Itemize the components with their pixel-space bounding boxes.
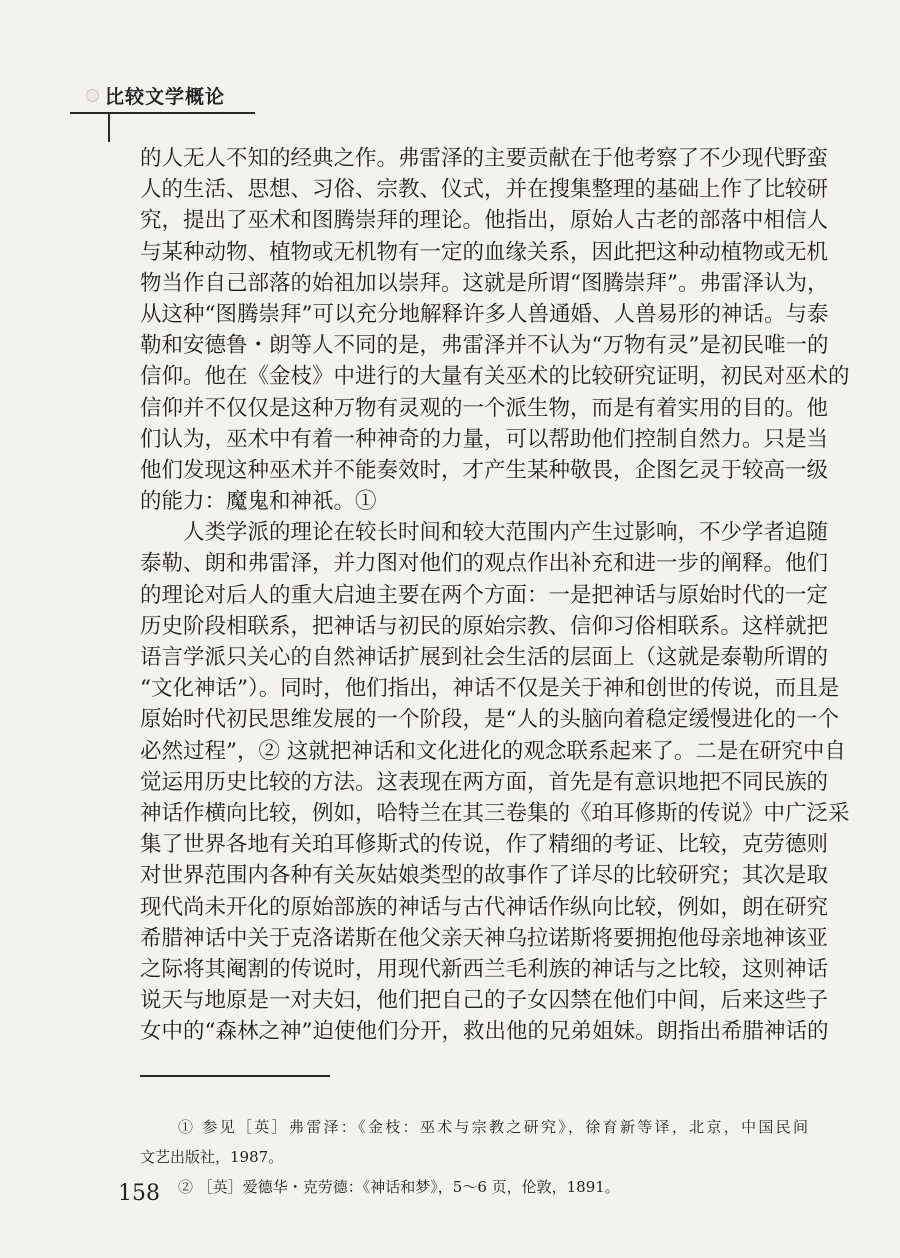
body-line: 勒和安德鲁・朗等人不同的是，弗雷泽并不认为“万物有灵”是初民唯一的 bbox=[140, 333, 829, 359]
running-header bbox=[86, 82, 225, 108]
body-line: 必然过程”，② 这就把神话和文化进化的观念联系起来了。二是在研究中自 bbox=[140, 738, 846, 764]
body-line: 女中的“森林之神”迫使他们分开，救出他的兄弟姐妹。朗指出希腊神话的 bbox=[140, 1019, 829, 1045]
header-dot-icon bbox=[86, 89, 99, 102]
body-line: 究，提出了巫术和图腾崇拜的理论。他指出，原始人古老的部落中相信人 bbox=[140, 208, 829, 234]
body-line: 他们发现这种巫术并不能奏效时，才产生某种敬畏，企图乞灵于较高一级 bbox=[140, 457, 829, 483]
body-line: 泰勒、朗和弗雷泽，并力图对他们的观点作出补充和进一步的阐释。他们 bbox=[140, 551, 829, 577]
body-line: 与某种动物、植物或无机物有一定的血缘关系，因此把这种动植物或无机 bbox=[140, 239, 829, 265]
footnote-1: ① 参见［英］弗雷泽：《金枝：巫术与宗教之研究》，徐育新等译，北京，中国民间 bbox=[178, 1118, 808, 1136]
body-line: 语言学派只关心的自然神话扩展到社会生活的层面上（这就是泰勒所谓的 bbox=[140, 645, 829, 670]
body-line: 人的生活、思想、习俗、宗教、仪式，并在搜集整理的基础上作了比较研 bbox=[140, 177, 829, 203]
page-number: 158 bbox=[118, 1181, 160, 1206]
body-line: 现代尚未开化的原始部族的神话与古代神话作纵向比较，例如，朗在研究 bbox=[140, 894, 829, 920]
body-line: 希腊神话中关于克洛诺斯在他父亲天神乌拉诺斯将要拥抱他母亲地神该亚 bbox=[140, 925, 829, 951]
body-line: 神话作横向比较，例如，哈特兰在其三卷集的《珀耳修斯的传说》中广泛采 bbox=[140, 800, 850, 826]
body-line: 觉运用历史比较的方法。这表现在两方面，首先是有意识地把不同民族的 bbox=[140, 769, 829, 795]
footnote-1-continued: 文艺出版社，1987。 bbox=[140, 1148, 284, 1166]
body-line: 的能力：魔鬼和神祇。① bbox=[140, 489, 377, 515]
body-line: 们认为，巫术中有着一种神奇的力量，可以帮助他们控制自然力。只是当 bbox=[140, 426, 829, 452]
body-line: 说天与地原是一对夫妇，他们把自己的子女囚禁在他们中间，后来这些子 bbox=[140, 988, 829, 1014]
body-line: 之际将其阉割的传说时，用现代新西兰毛利族的神话与之比较，这则神话 bbox=[140, 956, 829, 982]
body-line: 原始时代初民思维发展的一个阶段，是“人的头脑向着稳定缓慢进化的一个 bbox=[140, 707, 839, 733]
body-line: 人类学派的理论在较长时间和较大范围内产生过影响，不少学者追随 bbox=[183, 520, 829, 546]
body-line: 信仰。他在《金枝》中进行的大量有关巫术的比较研究证明，初民对巫术的 bbox=[140, 364, 850, 390]
header-rule-horizontal bbox=[70, 112, 255, 114]
body-line: 的人无人不知的经典之作。弗雷泽的主要贡献在于他考察了不少现代野蛮 bbox=[140, 146, 829, 171]
body-line: 物当作自己部落的始祖加以崇拜。这就是所谓“图腾崇拜”。弗雷泽认为， bbox=[140, 270, 829, 296]
footnote-2: ② ［英］爱德华・克劳德：《神话和梦》，5～6 页，伦敦，1891。 bbox=[178, 1178, 620, 1196]
body-line: 的理论对后人的重大启迪主要在两个方面：一是把神话与原始时代的一定 bbox=[140, 582, 829, 608]
footnote-rule bbox=[140, 1075, 330, 1077]
header-title: 比较文学概论 bbox=[105, 85, 226, 108]
body-line: 集了世界各地有关珀耳修斯式的传说，作了精细的考证、比较，克劳德则 bbox=[140, 832, 829, 858]
body-line: 历史阶段相联系，把神话与初民的原始宗教、信仰习俗相联系。这样就把 bbox=[140, 613, 829, 639]
body-line: “文化神话”）。同时，他们指出，神话不仅是关于神和创世的传说，而且是 bbox=[140, 676, 840, 702]
footnotes bbox=[140, 1112, 808, 1202]
body-line: 信仰并不仅仅是这种万物有灵观的一个派生物，而是有着实用的目的。他 bbox=[140, 395, 829, 421]
body-text bbox=[140, 143, 850, 1047]
header-rule-vertical bbox=[108, 112, 110, 142]
body-line: 从这种“图腾崇拜”可以充分地解释许多人兽通婚、人兽易形的神话。与泰 bbox=[140, 301, 829, 327]
body-line: 对世界范围内各种有关灰姑娘类型的故事作了详尽的比较研究；其次是取 bbox=[140, 863, 829, 889]
